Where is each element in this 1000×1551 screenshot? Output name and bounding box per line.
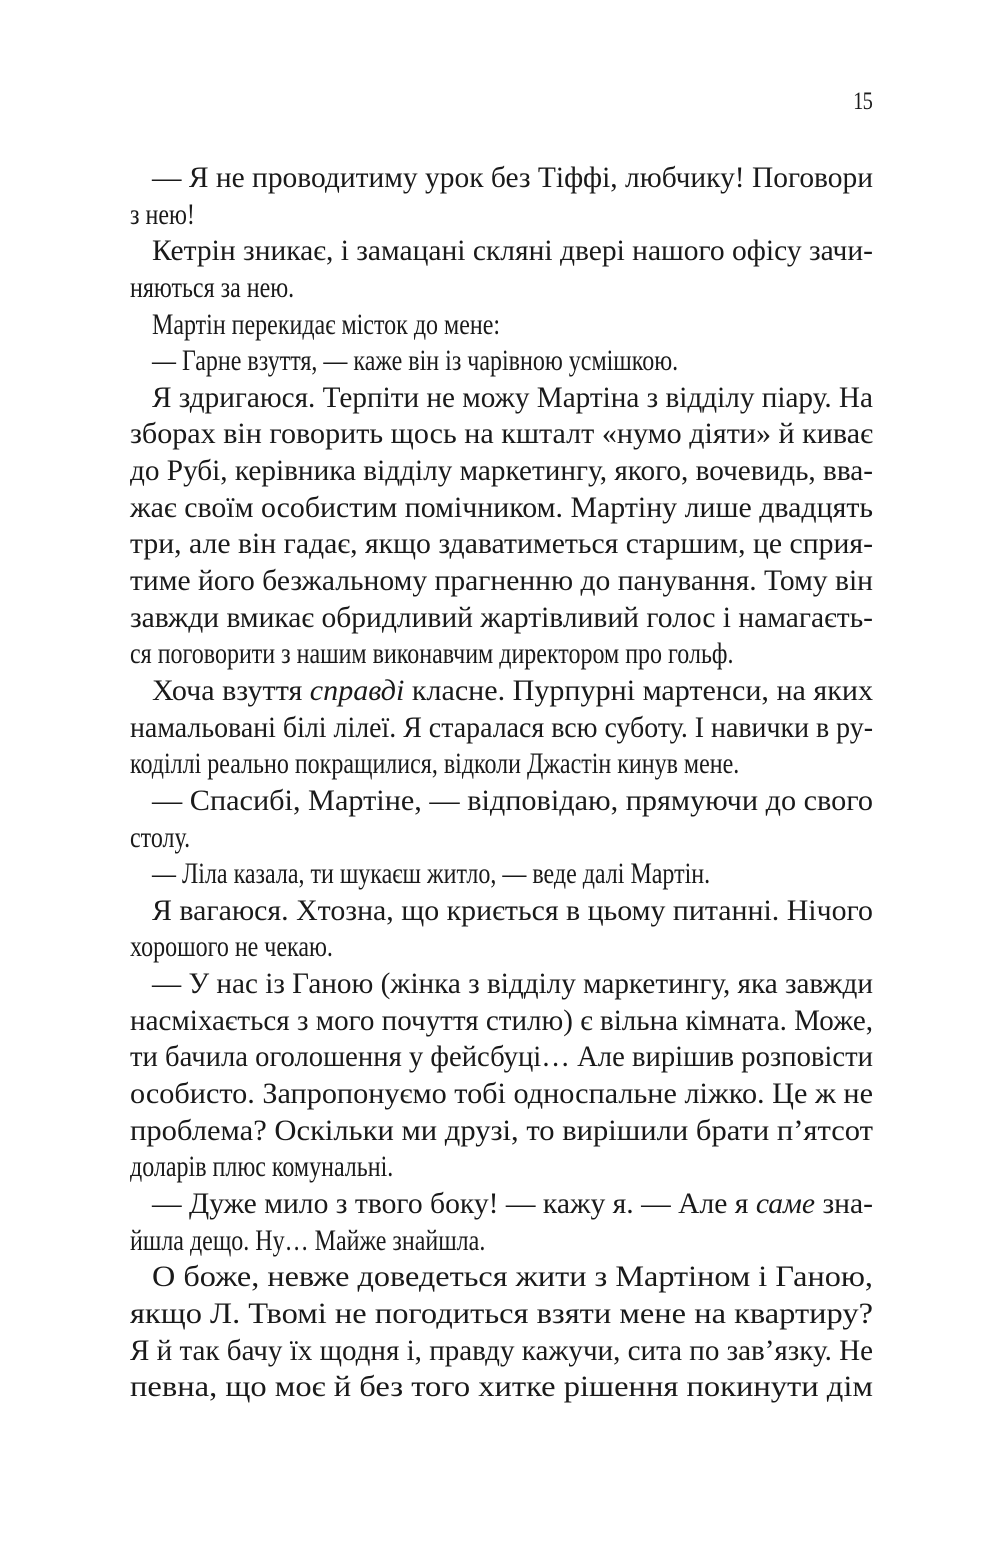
text-run: ти бачила оголошення у фейсбуці… Але вирішив розповісти	[130, 1040, 873, 1074]
text-line	[130, 563, 873, 600]
text-run: особисто. Запропонуємо тобі односпальне ліжко. Це ж не	[130, 1077, 873, 1111]
text-line-content	[130, 1076, 873, 1113]
text-run: ся поговорити з нашим виконавчим директором про гольф.	[130, 637, 734, 671]
text-line	[130, 856, 873, 893]
text-run: якщо Л. Твомі не погодиться взяти мене на квартиру?	[130, 1296, 873, 1330]
text-run: йшла дещо. Ну… Майже знайшла.	[130, 1223, 486, 1257]
text-line-content	[130, 197, 195, 234]
text-run: жає своїм особистим помічником. Мартіну лише двадцять	[130, 490, 873, 524]
text-line	[130, 636, 873, 673]
text-run: няються за нею.	[130, 270, 295, 304]
text-run: Мартін перекидає місток до мене:	[152, 307, 501, 341]
text-line-content	[152, 966, 873, 1003]
text-line	[130, 233, 873, 270]
text-line	[130, 270, 873, 307]
text-run: певна, що моє й без того хитке рішення покинути дім	[130, 1370, 873, 1404]
text-line	[130, 710, 873, 747]
text-line	[130, 380, 873, 417]
text-line	[130, 526, 873, 563]
text-line-content	[152, 1186, 873, 1223]
text-line-content	[130, 490, 873, 527]
text-line-content	[130, 820, 190, 857]
text-run: три, але він гадає, якщо здаватиметься старшим, це сприя-	[130, 527, 873, 561]
text-run: Кетрін зникає, і замацані скляні двері нашого офісу зачи-	[152, 234, 873, 268]
text-line-content	[130, 416, 873, 453]
text-run: столу.	[130, 820, 191, 854]
text-line	[130, 1296, 873, 1333]
text-run: хорошого не чекаю.	[130, 930, 333, 964]
text-line	[130, 1186, 873, 1223]
text-run: — Дуже мило з твого боку! — кажу я. — Але я	[152, 1186, 756, 1220]
text-line	[130, 1003, 873, 1040]
text-run: намальовані білі лілеї. Я старалася всю суботу. І навички в ру-	[130, 710, 873, 744]
text-line-content	[130, 929, 333, 966]
text-line-content	[152, 783, 873, 820]
text-line-content	[152, 856, 710, 893]
text-run: до Рубі, керівника відділу маркетингу, якого, вочевидь, вва-	[130, 454, 873, 488]
text-line	[130, 1149, 873, 1186]
text-run: — У нас із Ганою (жінка з відділу маркетингу, яка завжди	[152, 967, 873, 1001]
text-run: коділлі реально покращилися, відколи Джастін кинув мене.	[130, 747, 740, 781]
text-line	[130, 746, 873, 783]
text-run: — Спасибі, Мартіне, — відповідаю, прямуючи до свого	[152, 783, 873, 817]
text-run: насміхається з мого почуття стилю) є вільна кімната. Може,	[130, 1003, 873, 1037]
text-line	[130, 1223, 873, 1260]
text-line	[130, 197, 873, 234]
text-line	[130, 416, 873, 453]
text-run: зна-	[815, 1186, 873, 1220]
text-line-content	[130, 526, 873, 563]
text-run: доларів плюс комунальні.	[130, 1150, 394, 1184]
text-line	[130, 453, 873, 490]
text-line	[130, 673, 873, 710]
text-line	[130, 343, 873, 380]
text-run: зборах він говорить щось на кшталт «нумо діяти» й киває	[130, 417, 874, 451]
text-line-content	[130, 1296, 873, 1333]
text-run: Я й так бачу їх щодня і, правду кажучи, сита по зав’язку. Не	[130, 1333, 873, 1367]
emphasis-text: справді	[309, 673, 405, 707]
text-line	[130, 1369, 873, 1406]
text-line	[130, 1076, 873, 1113]
text-line-content	[130, 636, 733, 673]
text-line	[130, 893, 873, 930]
text-run: класне. Пурпурні мартенси, на яких	[404, 673, 874, 707]
text-run: з нею!	[130, 197, 195, 231]
text-line	[130, 783, 873, 820]
emphasis-text: саме	[755, 1186, 816, 1220]
text-run: — Я не проводитиму урок без Тіффі, любчику! Поговори	[152, 161, 873, 194]
text-run: Я вагаюся. Хтозна, що криється в цьому питанні. Нічого	[152, 893, 873, 927]
text-line	[130, 600, 873, 637]
body-text	[130, 160, 873, 1406]
text-run: — Гарне взуття, — каже він із чарівною усмішкою.	[152, 344, 679, 378]
text-run: Я здригаюся. Терпіти не можу Мартіна з відділу піару. На	[152, 380, 873, 414]
text-run: тиме його безжальному прагненню до панування. Тому він	[130, 564, 873, 598]
page-number: 15	[853, 88, 872, 115]
text-line-content	[130, 710, 873, 747]
text-line-content	[130, 1039, 873, 1076]
text-line-content	[130, 1113, 873, 1150]
text-line-content	[130, 1003, 873, 1040]
text-line	[130, 929, 873, 966]
text-line-content	[152, 343, 678, 380]
text-line	[130, 307, 873, 344]
text-line-content	[130, 563, 873, 600]
text-line	[130, 1259, 873, 1296]
text-line-content	[130, 600, 873, 637]
text-line-content	[152, 673, 873, 710]
text-line	[130, 1039, 873, 1076]
text-line-content	[152, 380, 873, 417]
text-run: Хоча взуття	[152, 673, 310, 707]
text-line-content	[152, 1259, 873, 1296]
text-line	[130, 1333, 873, 1370]
text-line-content	[130, 270, 294, 307]
text-line-content	[130, 1149, 393, 1186]
text-line	[130, 160, 873, 197]
text-line	[130, 490, 873, 527]
text-run: — Ліла казала, ти шукаєш житло, — веде далі Мартін.	[152, 857, 711, 891]
text-line-content	[130, 746, 739, 783]
text-line-content	[130, 1333, 873, 1370]
text-line-content	[130, 1223, 485, 1260]
text-line-content	[152, 160, 873, 197]
text-line-content	[152, 233, 873, 270]
text-run: О боже, невже доведеться жити з Мартіном і Ганою,	[152, 1260, 873, 1294]
text-line	[130, 966, 873, 1003]
text-line	[130, 1113, 873, 1150]
text-line-content	[130, 1369, 873, 1406]
text-line	[130, 820, 873, 857]
text-line-content	[130, 453, 873, 490]
text-run: проблема? Оскільки ми друзі, то вирішили брати п’ятсот	[130, 1113, 873, 1147]
text-line-content	[152, 893, 873, 930]
text-line-content	[152, 307, 500, 344]
text-run: завжди вмикає обридливий жартівливий голос і намагаєть-	[130, 600, 873, 634]
